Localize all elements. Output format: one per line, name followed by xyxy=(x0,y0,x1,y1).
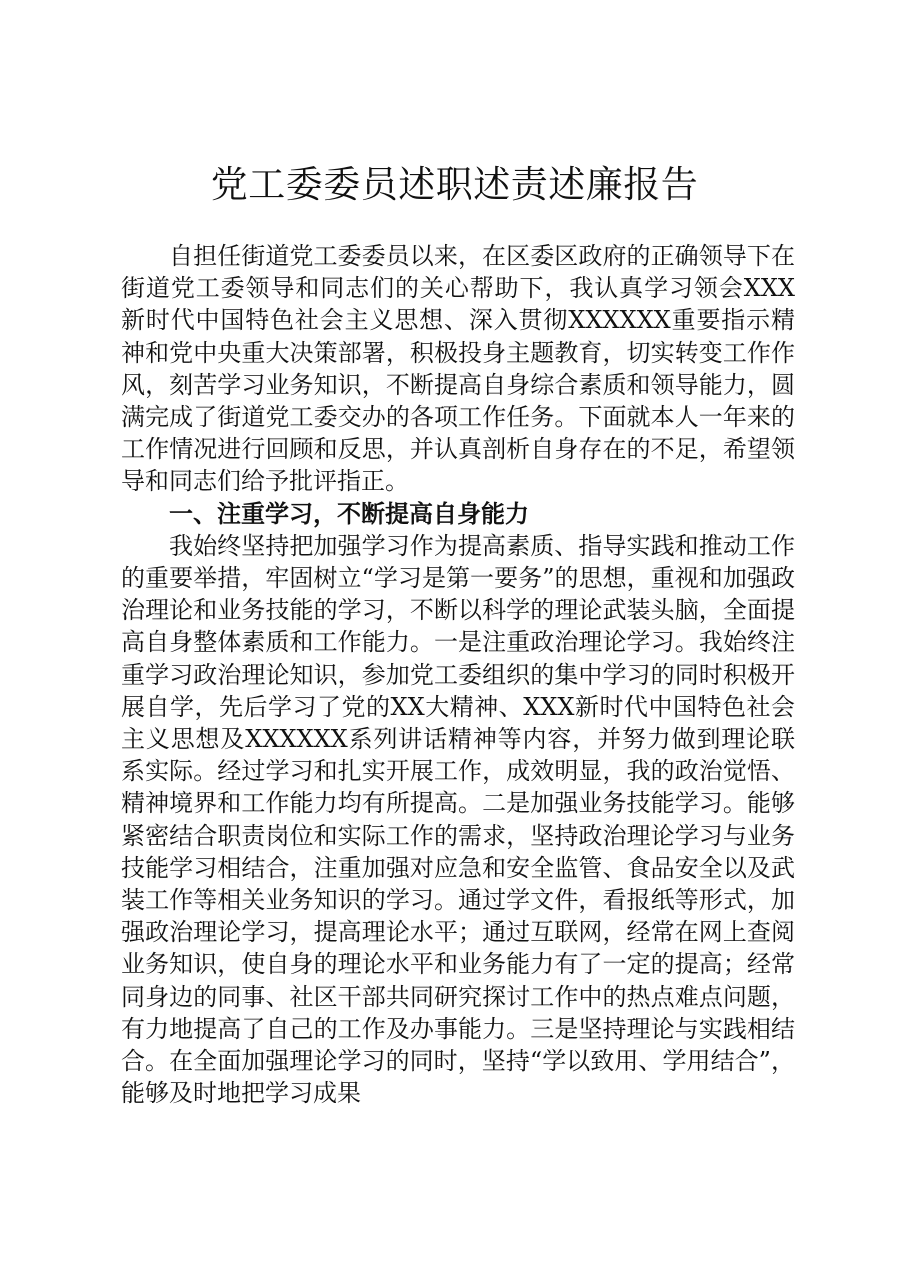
section-heading: 一、注重学习，不断提高自身能力 xyxy=(169,499,529,528)
intro-paragraph: 自担任街道党工委委员以来，在区委区政府的正确领导下在街道党工委领导和同志们的关心帮助下，我认真学习领会XXX新时代中国特色社会主义思想、深入贯彻XXXXXX重要指示精神和党中央重大决策部署，积极投身主题教育，切实转变工作作风，刻苦学习业务知识，不断提高自身综合素质和领导能力，圆满完成了街道党工委交办的各项工作任务。下面就本人一年来的工作情况进行回顾和反思，并认真剖析自身存在的不足，希望领导和同志们给予批评指正。 xyxy=(121,242,795,496)
document-body xyxy=(121,240,795,1109)
document-title: 党工委委员述职述责述廉报告 xyxy=(210,163,699,206)
section-paragraph: 我始终坚持把加强学习作为提高素质、指导实践和推动工作的重要举措，牢固树立“学习是第一要务”的思想，重视和加强政治理论和业务技能的学习，不断以科学的理论武装头脑，全面提高自身整体素质和工作能力。一是注重政治理论学习。我始终注重学习政治理论知识，参加党工委组织的集中学习的同时积极开展自学，先后学习了党的XX大精神、XXX新时代中国特色社会主义思想及XXXXXX系列讲话精神等内容，并努力做到理论联系实际。经过学习和扎实开展工作，成效明显，我的政治觉悟、精神境界和工作能力均有所提高。二是加强业务技能学习。能够紧密结合职责岗位和实际工作的需求，坚持政治理论学习与业务技能学习相结合，注重加强对应急和安全监管、食品安全以及武装工作等相关业务知识的学习。通过学文件，看报纸等形式，加强政治理论学习，提高理论水平；通过互联网，经常在网上查阅业务知识，使自身的理论水平和业务能力有了一定的提高；经常同身边的同事、社区干部共同研究探讨工作中的热点难点问题，有力地提高了自己的工作及办事能力。三是坚持理论与实践相结合。在全面加强理论学习的同时，坚持“学以致用、学用结合”，能够及时地把学习成果 xyxy=(121,531,795,1108)
